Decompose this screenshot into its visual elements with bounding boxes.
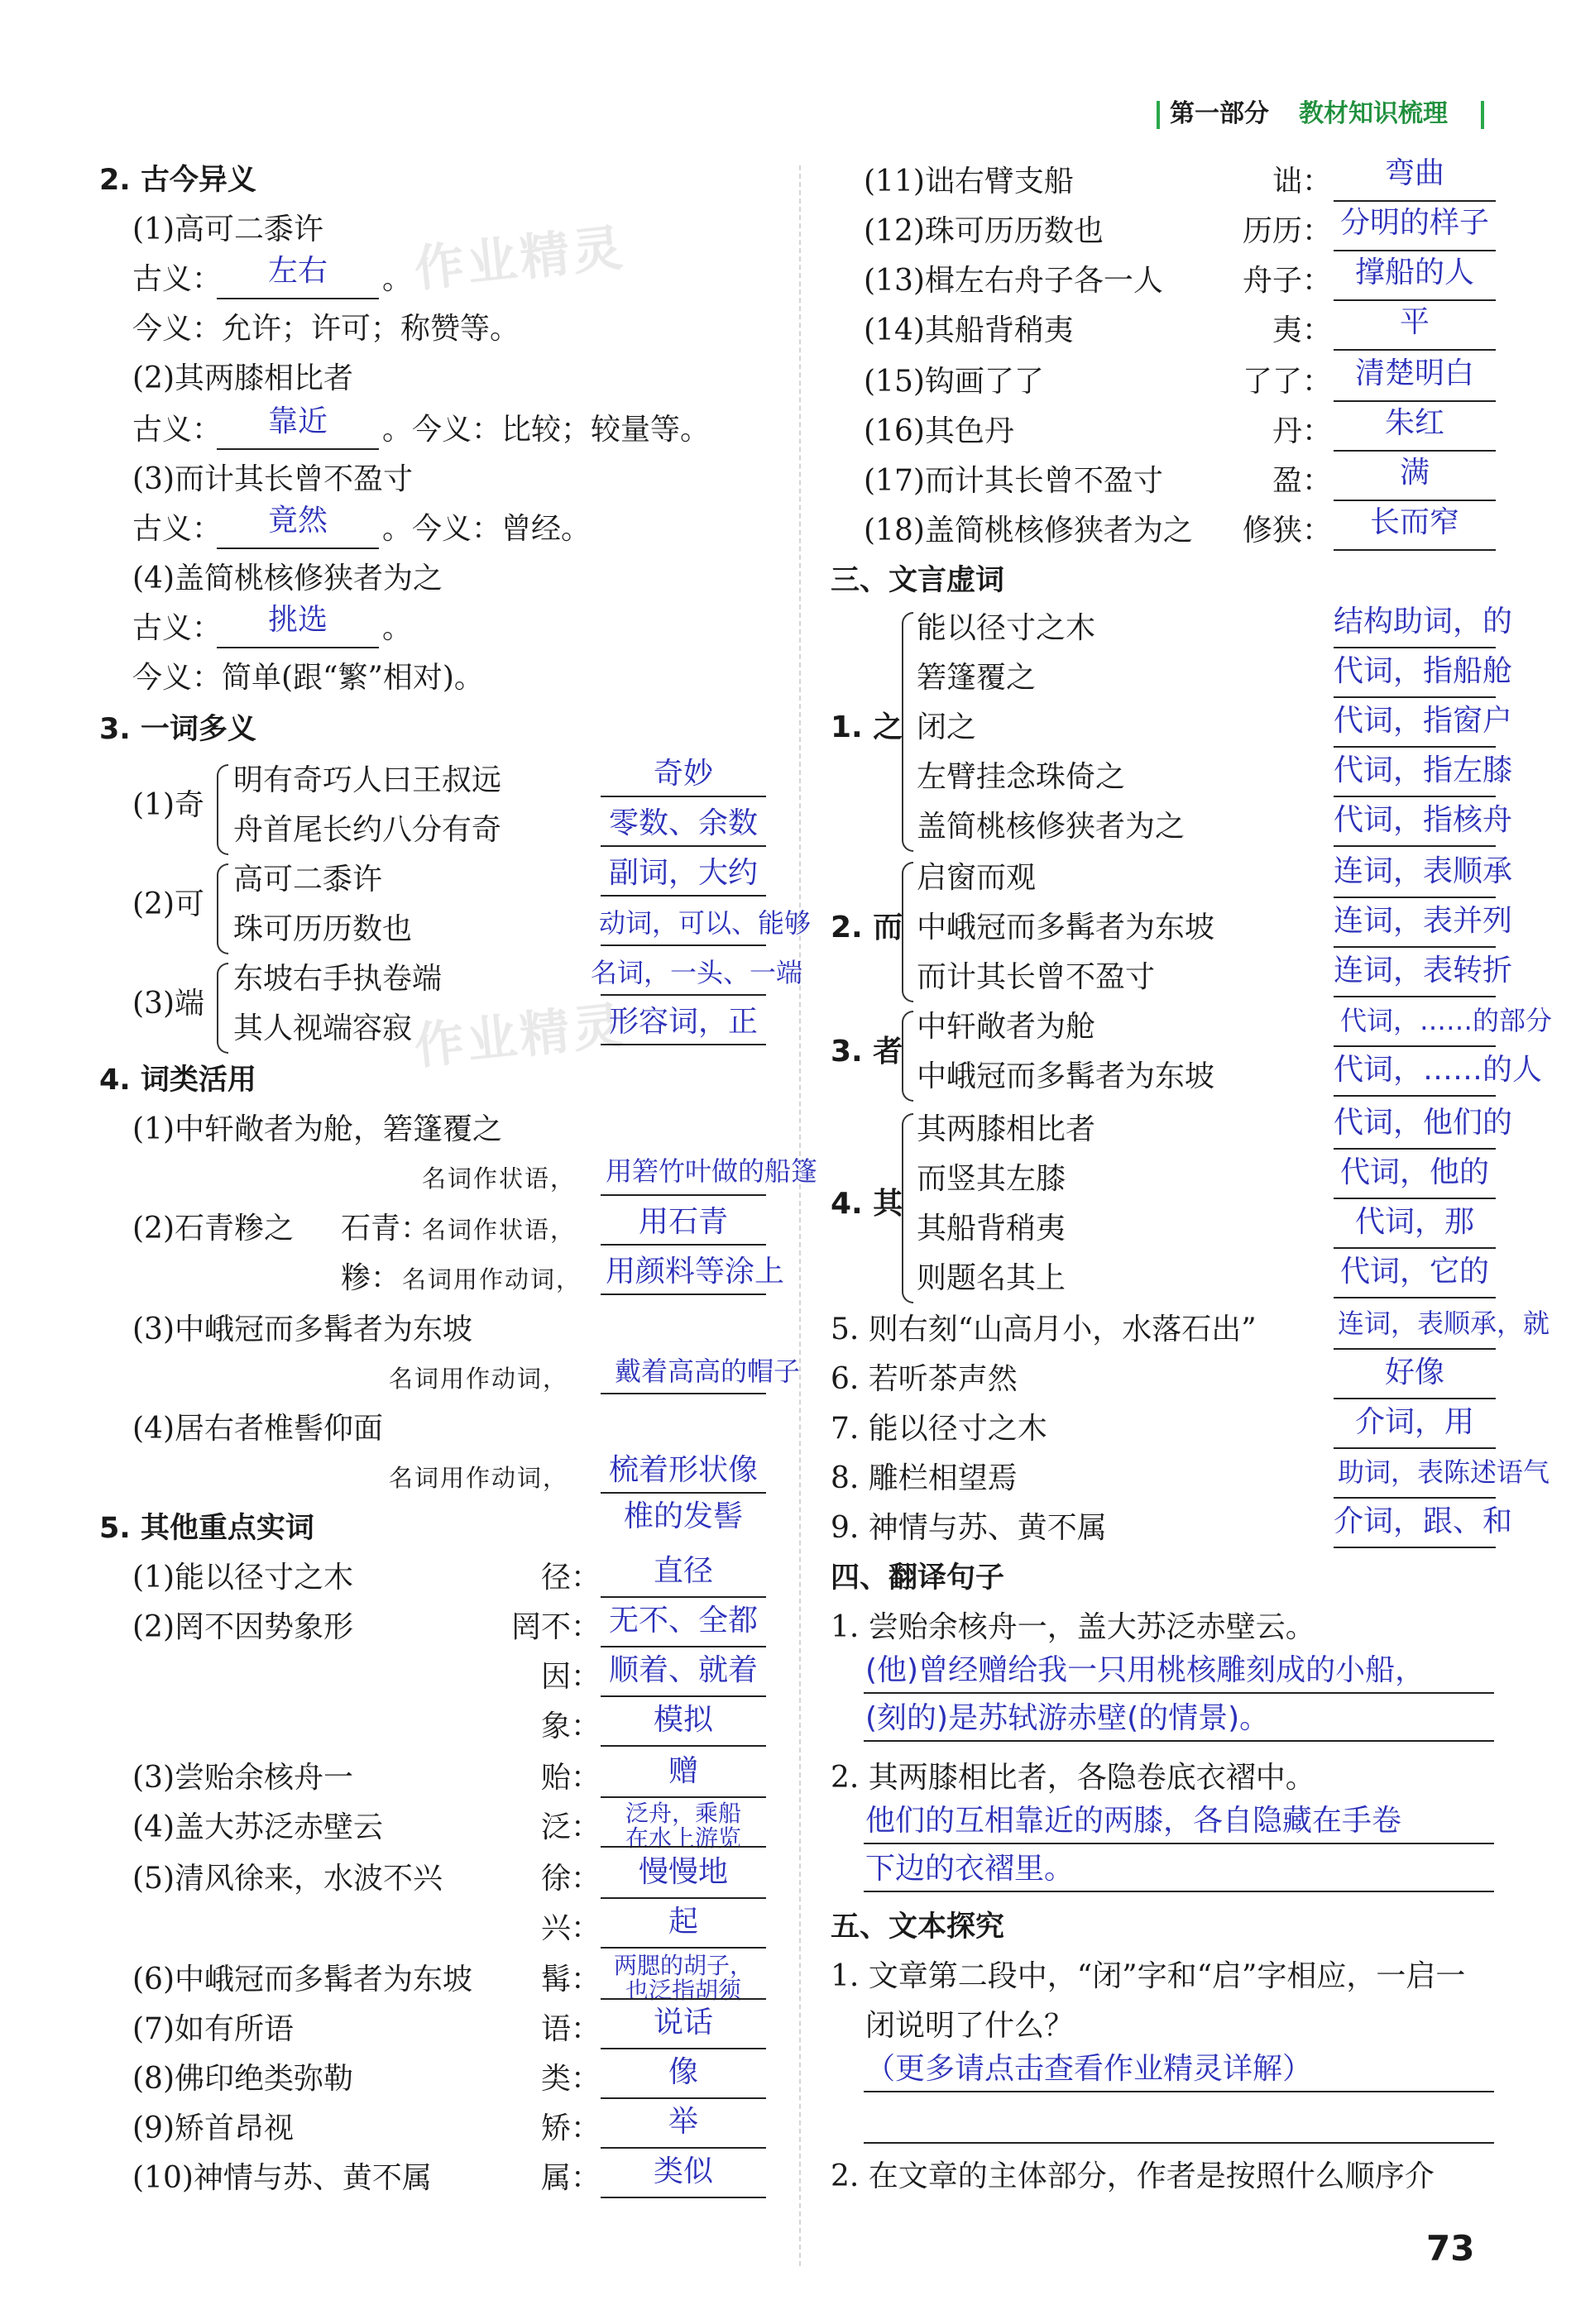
shici-row-3-blank: [601, 1695, 766, 1697]
fanyi-1-blank-2: [864, 1740, 1494, 1742]
xuci-er-answer-2: 连词，表并列: [1334, 904, 1513, 938]
xuci-zhi-answer-5: 代词，指核舟: [1334, 803, 1513, 837]
cilei-2-note1: 名词作状语，: [422, 1216, 577, 1244]
shici-cont-15-answer: 清楚明白: [1354, 356, 1474, 390]
shici-cont-16-answer: 朱红: [1384, 406, 1444, 440]
xuci-er-blank-1: [1334, 897, 1496, 898]
xuci-zhi-blank-5: [1334, 845, 1496, 847]
section-title-fanyi: 四、翻译句子: [831, 1561, 1005, 1595]
cilei-2-w1: 石青：: [341, 1212, 431, 1246]
header-part: 第一部分: [1170, 99, 1269, 128]
shici-row-1-label: (1)能以径寸之木: [132, 1561, 353, 1595]
cilei-1-answer: 用箬竹叶做的船篷: [605, 1155, 817, 1187]
shici-cont-13-answer: 撑船的人: [1354, 256, 1474, 289]
shici-row-8-blank: [601, 1947, 766, 1949]
shici-cont-16-blank: [1334, 450, 1496, 452]
yici-2-b: 珠可历历数也: [233, 912, 413, 946]
shici-row-1-word: 径：: [540, 1561, 601, 1595]
xuci-qi-blank-4: [1334, 1297, 1496, 1298]
shici-cont-16-word: 丹：: [1272, 414, 1332, 448]
header-bar-left: [1157, 101, 1160, 129]
xuci-qi-blank-2: [1334, 1198, 1496, 1199]
shici-cont-11-word: 诎：: [1272, 165, 1332, 198]
xuci-single-6-label: 6. 若听茶声然: [831, 1362, 1018, 1396]
tanjiu-1-line2: 闭说明了什么？: [865, 2009, 1075, 2043]
xuci-single-7-answer: 介词，用: [1354, 1405, 1474, 1439]
xuci-zhe-answer-1: 代词，……的部分: [1339, 1005, 1552, 1036]
xuci-er-blank-3: [1334, 996, 1496, 997]
cilei-3-answer: 戴着高高的帽子: [614, 1356, 800, 1387]
shici-row-6-word: 泛：: [540, 1810, 601, 1844]
xuci-qi-answer-3: 代词，那: [1354, 1205, 1474, 1239]
tanjiu-2-line1: 2. 在文章的主体部分，作者是按照什么顺序介: [831, 2159, 1435, 2193]
xuci-zhi-blank-1: [1334, 647, 1496, 648]
shici-row-9-word: 髯：: [540, 1963, 601, 1996]
shici-row-7-word: 徐：: [540, 1862, 601, 1896]
xuci-qi-item-1: 其两膝相比者: [917, 1112, 1096, 1146]
xuci-qi-item-3: 其船背稍夷: [917, 1212, 1066, 1246]
shici-cont-17-answer: 满: [1399, 456, 1430, 490]
xuci-zhi-answer-4: 代词，指左膝: [1334, 753, 1513, 787]
xuci-single-5-blank: [1334, 1348, 1496, 1350]
gujin-1-jy: 今义：允许；许可；称赞等。: [132, 312, 520, 346]
shici-row-9-answer-b: 也泛指胡须: [625, 1977, 741, 2004]
yici-1-brace: [217, 764, 228, 855]
fanyi-2-question: 2. 其两膝相比者，各隐卷底衣褶中。: [831, 1761, 1315, 1795]
xuci-zhi-item-2: 箬篷覆之: [917, 661, 1037, 695]
xuci-er-item-1: 启窗而观: [917, 861, 1037, 895]
shici-row-6-answer-a: 泛舟，乘船: [625, 1800, 741, 1827]
shici-cont-15-word: 了了：: [1242, 365, 1332, 399]
xuci-single-5-label: 5. 则右刻“山高月小，水落石出”: [831, 1313, 1257, 1346]
shici-row-13-label: (10)神情与苏、黄不属: [132, 2161, 432, 2195]
xuci-qi-answer-4: 代词，它的: [1339, 1255, 1489, 1289]
xuci-er-label: 2. 而: [831, 911, 903, 944]
shici-row-5-word: 贻：: [540, 1761, 601, 1795]
tanjiu-1-blank-2: [864, 2142, 1494, 2144]
gujin-2-gy: 古义：: [132, 413, 223, 447]
shici-cont-12-word: 历历：: [1242, 214, 1332, 248]
yici-1-answer-b: 零数、余数: [608, 806, 758, 840]
cilei-4-blank1: [601, 1492, 766, 1494]
xuci-zhe-label: 3. 者: [831, 1035, 903, 1069]
shici-cont-14-answer: 平: [1399, 305, 1430, 339]
watermark-1: 作业精灵: [411, 218, 629, 299]
shici-row-9-blank: [601, 1998, 766, 2000]
shici-row-13-answer: 类似: [653, 2154, 713, 2188]
shici-row-1-answer: 直径: [653, 1554, 713, 1588]
yici-1-a: 明有奇巧人曰王叔远: [233, 763, 502, 797]
shici-row-11-answer: 像: [668, 2055, 698, 2089]
yici-2-label: (2)可: [132, 887, 204, 921]
fanyi-2-blank-2: [864, 1891, 1494, 1892]
gujin-4-end: 。: [382, 611, 413, 645]
gujin-1-end: 。: [382, 262, 413, 296]
tanjiu-1-answer-link[interactable]: （更多请点击查看作业精灵详解）: [865, 2052, 1313, 2086]
fanyi-1-question: 1. 尝贻余核舟一，盖大苏泛赤壁云。: [831, 1610, 1315, 1644]
shici-row-6-blank: [601, 1846, 766, 1848]
gujin-2-answer: 靠近: [267, 404, 328, 438]
shici-row-11-label: (8)佛印绝类弥勒: [132, 2062, 353, 2096]
shici-row-13-word: 属：: [540, 2161, 601, 2195]
xuci-qi-answer-1: 代词，他们的: [1334, 1106, 1513, 1140]
xuci-zhi-answer-2: 代词，指船舱: [1334, 654, 1513, 688]
xuci-single-8-label: 8. 雕栏相望焉: [831, 1461, 1018, 1495]
shici-cont-12-answer: 分明的样子: [1339, 206, 1489, 240]
gujin-3-gy: 古义：: [132, 512, 223, 546]
gujin-3-answer: 竟然: [267, 504, 328, 538]
shici-cont-12-label: (12)珠可历历数也: [864, 214, 1104, 248]
xuci-single-9-label: 9. 神情与苏、黄不属: [831, 1511, 1107, 1545]
shici-cont-13-blank: [1334, 299, 1496, 301]
cilei-2-note2: 名词用作动词，: [402, 1265, 582, 1294]
shici-row-1-blank: [601, 1596, 766, 1598]
xuci-qi-blank-1: [1334, 1148, 1496, 1150]
cilei-2-answer2: 用颜料等涂上: [605, 1255, 784, 1289]
gujin-4-jy: 今义：简单(跟“繁”相对)。: [132, 661, 484, 695]
shici-row-3-answer: 顺着、就着: [608, 1653, 758, 1687]
gujin-3-end: 。今义：曾经。: [382, 512, 592, 546]
xuci-zhe-blank-2: [1334, 1095, 1496, 1097]
shici-cont-14-blank: [1334, 349, 1496, 351]
cilei-2-answer1: 用石青: [638, 1205, 728, 1239]
cilei-1-note: 名词作状语，: [422, 1164, 577, 1193]
shici-cont-17-blank: [1334, 500, 1496, 501]
cilei-2-label: (2)石青糁之: [132, 1212, 294, 1246]
xuci-er-answer-3: 连词，表转折: [1334, 954, 1513, 987]
shici-row-9-answer-a: 两腮的胡子，: [613, 1952, 753, 1979]
xuci-zhi-answer-3: 代词，指窗户: [1334, 704, 1513, 738]
shici-cont-15-blank: [1334, 400, 1496, 402]
xuci-zhe-brace: [902, 1011, 913, 1102]
shici-row-7-blank: [601, 1897, 766, 1899]
cilei-2-blank1: [601, 1244, 766, 1246]
shici-row-3-word: 因：: [540, 1660, 601, 1694]
page-number: 73: [1426, 2228, 1475, 2269]
xuci-single-9-answer: 介词，跟、和: [1334, 1504, 1513, 1538]
shici-cont-12-blank: [1334, 250, 1496, 251]
shici-row-12-label: (9)矫首昂视: [132, 2111, 294, 2145]
xuci-zhi-answer-1: 结构助词，的: [1334, 605, 1513, 638]
shici-row-4-blank: [601, 1745, 766, 1747]
xuci-zhi-item-3: 闭之: [917, 710, 977, 744]
shici-row-6-label: (4)盖大苏泛赤壁云: [132, 1810, 383, 1844]
xuci-single-8-answer: 助词，表陈述语气: [1337, 1456, 1549, 1488]
xuci-single-8-blank: [1334, 1497, 1496, 1499]
shici-row-11-blank: [601, 2097, 766, 2099]
cilei-3-note: 名词用作动词，: [389, 1365, 569, 1393]
yici-1-label: (1)奇: [132, 788, 204, 822]
shici-row-2-word: 罔不：: [510, 1610, 601, 1644]
gujin-4-gy: 古义：: [132, 611, 223, 645]
xuci-zhi-blank-3: [1334, 746, 1496, 748]
xuci-zhi-item-1: 能以径寸之木: [917, 611, 1096, 645]
xuci-qi-answer-2: 代词，他的: [1339, 1155, 1489, 1189]
xuci-qi-blank-3: [1334, 1247, 1496, 1249]
shici-cont-17-label: (17)而计其长曾不盈寸: [864, 464, 1163, 498]
shici-row-5-answer: 赠: [668, 1754, 698, 1788]
shici-row-10-label: (7)如有所语: [132, 2012, 294, 2046]
shici-cont-18-label: (18)盖简桃核修狭者为之: [864, 514, 1193, 548]
section-title-cilei: 4. 词类活用: [99, 1064, 256, 1097]
gujin-1-label: (1)高可二黍许: [132, 213, 323, 246]
section-title-xuci: 三、文言虚词: [831, 564, 1005, 597]
fanyi-2-answer-1: 他们的互相靠近的两膝，各自隐藏在手卷: [865, 1804, 1402, 1838]
gujin-1-answer: 左右: [267, 254, 328, 288]
shici-row-2-label: (2)罔不因势象形: [132, 1610, 353, 1644]
yici-1-blank-b: [601, 845, 766, 847]
shici-row-9-label: (6)中峨冠而多髯者为东坡: [132, 1963, 472, 1996]
header-title: 教材知识梳理: [1299, 99, 1448, 128]
tanjiu-1-blank-1: [864, 2091, 1494, 2092]
yici-1-b: 舟首尾长约八分有奇: [233, 813, 502, 847]
fanyi-1-answer-2: (刻的)是苏轼游赤壁(的情景)。: [865, 1701, 1270, 1735]
xuci-zhe-answer-2: 代词，……的人: [1334, 1053, 1543, 1087]
gujin-3-blank: [217, 548, 379, 549]
shici-cont-11-label: (11)诎右臂支船: [864, 165, 1074, 198]
yici-2-a: 高可二黍许: [233, 863, 383, 897]
fanyi-1-blank-1: [864, 1692, 1494, 1694]
shici-row-8-word: 兴：: [540, 1911, 601, 1945]
xuci-zhi-label: 1. 之: [831, 710, 903, 744]
xuci-single-9-blank: [1334, 1547, 1496, 1548]
shici-row-12-blank: [601, 2147, 766, 2149]
gujin-2-label: (2)其两膝相比者: [132, 361, 353, 395]
yici-1-blank-a: [601, 796, 766, 797]
gujin-1-gy: 古义：: [132, 262, 223, 296]
shici-cont-13-label: (13)楫左右舟子各一人: [864, 264, 1163, 298]
gujin-2-end: 。今义：比较；较量等。: [382, 413, 711, 447]
gujin-3-label: (3)而计其长曾不盈寸: [132, 462, 413, 496]
shici-row-5-blank: [601, 1796, 766, 1798]
shici-row-12-word: 矫：: [540, 2111, 601, 2145]
shici-cont-13-word: 舟子：: [1242, 264, 1332, 298]
cilei-1-label: (1)中轩敞者为舱，箬篷覆之: [132, 1112, 502, 1146]
xuci-zhe-item-2: 中峨冠而多髯者为东坡: [917, 1059, 1215, 1093]
xuci-qi-item-4: 则题名其上: [917, 1261, 1066, 1295]
shici-row-12-answer: 举: [668, 2105, 698, 2139]
column-divider: [799, 165, 801, 2266]
shici-row-5-label: (3)尝贻余核舟一: [132, 1761, 353, 1795]
yici-2-blank-a: [601, 895, 766, 897]
tanjiu-1-line1: 1. 文章第二段中，“闭”字和“启”字相应，一启一: [831, 1959, 1466, 1993]
yici-3-blank-a: [601, 994, 766, 996]
shici-row-10-answer: 说话: [653, 2006, 713, 2039]
shici-cont-14-label: (14)其船背稍夷: [864, 313, 1074, 347]
gujin-2-blank: [217, 448, 379, 450]
cilei-4-label: (4)居右者椎髻仰面: [132, 1412, 383, 1446]
cilei-4-answer1: 梳着形状像: [608, 1453, 758, 1487]
section-title-yici: 3. 一词多义: [99, 713, 256, 746]
shici-row-4-answer: 模拟: [653, 1703, 713, 1737]
yici-3-answer-b: 形容词，正: [608, 1005, 758, 1039]
shici-cont-18-answer: 长而窄: [1369, 505, 1459, 539]
yici-1-answer-a: 奇妙: [653, 757, 713, 791]
xuci-zhi-item-4: 左臂挂念珠倚之: [917, 760, 1126, 794]
xuci-zhi-blank-4: [1334, 796, 1496, 797]
xuci-qi-brace: [902, 1113, 913, 1303]
cilei-2-blank2: [601, 1294, 766, 1295]
cilei-2-w2: 糁：: [341, 1261, 401, 1295]
xuci-single-6-blank: [1334, 1398, 1496, 1399]
xuci-er-answer-1: 连词，表顺承: [1334, 854, 1513, 888]
fanyi-1-answer-1: (他)曾经赠给我一只用桃核雕刻成的小船，: [865, 1653, 1425, 1687]
yici-3-blank-b: [601, 1044, 766, 1045]
yici-2-blank-b: [601, 944, 766, 946]
yici-3-brace: [217, 963, 228, 1054]
shici-cont-11-answer: 弯曲: [1384, 156, 1444, 190]
shici-row-7-label: (5)清风徐来，水波不兴: [132, 1862, 443, 1896]
xuci-single-5-answer: 连词，表顺承，就: [1337, 1308, 1549, 1339]
shici-cont-15-label: (15)钩画了了: [864, 365, 1044, 399]
xuci-qi-item-2: 而竖其左膝: [917, 1162, 1066, 1196]
shici-row-4-word: 象：: [540, 1710, 601, 1743]
shici-row-10-blank: [601, 2048, 766, 2049]
shici-row-2-blank: [601, 1646, 766, 1647]
xuci-qi-label: 4. 其: [831, 1187, 903, 1221]
xuci-zhe-item-1: 中轩敞者为舱: [917, 1010, 1096, 1044]
section-title-tanjiu: 五、文本探究: [831, 1910, 1005, 1944]
gujin-4-answer: 挑选: [267, 603, 328, 637]
xuci-er-item-2: 中峨冠而多髯者为东坡: [917, 911, 1215, 944]
cilei-3-label: (3)中峨冠而多髯者为东坡: [132, 1313, 472, 1346]
header-bar-right: [1481, 101, 1484, 129]
shici-row-13-blank: [601, 2197, 766, 2198]
fanyi-2-answer-2: 下边的衣褶里。: [865, 1852, 1075, 1886]
xuci-zhi-item-5: 盖简桃核修狭者为之: [917, 810, 1185, 844]
shici-row-2-answer: 无不、全都: [608, 1604, 758, 1638]
watermark-2: 作业精灵: [411, 996, 629, 1077]
fanyi-2-blank-1: [864, 1843, 1494, 1844]
yici-3-label: (3)端: [132, 987, 204, 1021]
xuci-single-7-label: 7. 能以径寸之木: [831, 1412, 1047, 1446]
yici-2-brace: [217, 863, 228, 954]
cilei-4-note: 名词用作动词，: [389, 1464, 569, 1492]
shici-row-6-answer-b: 在水上游览: [625, 1824, 741, 1852]
shici-cont-18-blank: [1334, 549, 1496, 551]
gujin-4-blank: [217, 647, 379, 648]
cilei-1-blank: [601, 1194, 766, 1196]
xuci-zhi-blank-2: [1334, 696, 1496, 698]
gujin-1-blank: [217, 298, 379, 299]
xuci-er-brace: [902, 862, 913, 1002]
cilei-4-answer2: 椎的发髻: [623, 1499, 743, 1533]
xuci-single-6-answer: 好像: [1384, 1356, 1444, 1389]
shici-row-10-word: 语：: [540, 2012, 601, 2046]
shici-cont-14-word: 夷：: [1272, 313, 1332, 347]
yici-3-answer-a: 名词，一头、一端: [590, 957, 802, 988]
shici-row-8-answer: 起: [668, 1905, 698, 1939]
shici-row-11-word: 类：: [540, 2062, 601, 2096]
section-title-shici: 5. 其他重点实词: [99, 1512, 314, 1545]
yici-3-b: 其人视端容寂: [233, 1011, 413, 1045]
gujin-4-label: (4)盖简桃核修狭者为之: [132, 562, 443, 595]
yici-2-answer-a: 副词，大约: [608, 856, 758, 890]
shici-row-7-answer: 慢慢地: [638, 1855, 728, 1889]
yici-3-a: 东坡右手执卷端: [233, 962, 443, 996]
section-title-gujin: 2. 古今异义: [99, 164, 256, 197]
cilei-3-blank: [601, 1393, 766, 1394]
xuci-zhi-brace: [902, 612, 913, 852]
shici-cont-16-label: (16)其色丹: [864, 414, 1014, 448]
shici-cont-11-blank: [1334, 200, 1496, 202]
xuci-single-7-blank: [1334, 1447, 1496, 1449]
xuci-er-blank-2: [1334, 946, 1496, 948]
shici-cont-18-word: 修狭：: [1242, 514, 1332, 548]
shici-cont-17-word: 盈：: [1272, 464, 1332, 498]
xuci-zhe-blank-1: [1334, 1045, 1496, 1047]
yici-2-answer-b: 动词，可以、能够: [598, 907, 811, 939]
xuci-er-item-3: 而计其长曾不盈寸: [917, 960, 1156, 994]
